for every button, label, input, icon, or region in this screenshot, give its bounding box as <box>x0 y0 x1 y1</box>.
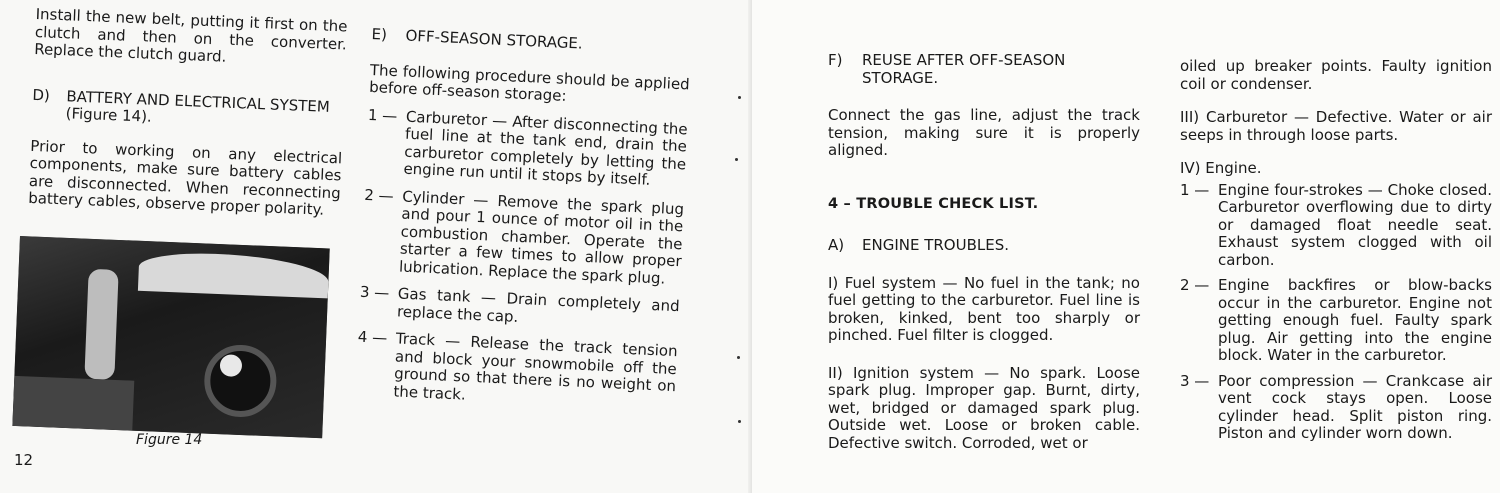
section-a-title: ENGINE TROUBLES. <box>862 236 1009 254</box>
section-f-title: REUSE AFTER OFF-SEASON STORAGE. <box>862 51 1066 87</box>
item-text: Poor compression — Crankcase air vent cock stays open. Loose cylinder head. Split piston ring. Piston and cylinder worn down. <box>1218 371 1492 442</box>
section-e-title: OFF-SEASON STORAGE. <box>405 26 584 53</box>
item-text: Engine four-strokes — Choke closed. Carburetor overflowing due to dirty or damaged float needle seat. Exhaust system clogged with oil carbon. <box>1218 180 1492 269</box>
page-number: 12 <box>14 451 34 469</box>
storage-item-3 <box>359 284 680 333</box>
item-number: 3 — <box>359 282 390 303</box>
ignition-system-text: II) Ignition system — No spark. Loose spark plug. Improper gap. Burnt, dirty, wet, bridged or damaged spark plug. Outside wet. Loose or broken cable. Defective switch. Corroded, wet or <box>828 363 1140 452</box>
storage-intro: The following procedure should be applied before off-season storage: <box>368 60 691 105</box>
item-text: Carburetor — After disconnecting the fuel line at the tank end, drain the carburetor completely by letting the engine run until it stops by itself. <box>403 107 689 189</box>
left-column-2 <box>355 26 692 413</box>
storage-item-1 <box>365 106 688 190</box>
item-text: Gas tank — Drain completely and replace the cap. <box>396 284 681 326</box>
section-a-heading <box>828 237 1140 255</box>
storage-item-2 <box>361 186 685 288</box>
item-number: 3 — <box>1180 371 1210 390</box>
section-e-heading <box>371 26 691 58</box>
figure-caption: Figure 14 <box>136 432 203 448</box>
section-f-text: Connect the gas line, adjust the track tension, making sure it is properly aligned. <box>828 106 1140 159</box>
item-text: Cylinder — Remove the spark plug and pour 1 ounce of motor oil in the combustion chamber. Operate the starter a few times to allow proper lubrication. Replace the spark plug. <box>398 187 685 288</box>
page-speck <box>735 158 738 161</box>
section-f-heading <box>828 52 1140 87</box>
chapter-title: 4 – TROUBLE CHECK LIST. <box>828 195 1039 212</box>
left-column-1 <box>28 6 348 220</box>
page-speck <box>738 96 741 99</box>
right-column-2 <box>1180 58 1492 443</box>
section-d-heading <box>31 86 344 133</box>
item-number: 1 — <box>367 105 398 125</box>
item-number: 2 — <box>363 185 395 205</box>
item-number: 4 — <box>357 327 388 348</box>
section-d-label: D) <box>32 85 51 105</box>
item-number: 2 — <box>1180 276 1210 294</box>
item-text: Track — Release the track tension and block your snowmobile off the ground so that there is no weight on the track. <box>393 329 678 404</box>
item-number: 1 — <box>1180 180 1210 199</box>
photo-battery-cells <box>84 269 118 380</box>
photo-base <box>12 376 134 431</box>
ignition-continuation: oiled up breaker points. Faulty ignition coil or condenser. <box>1180 57 1492 93</box>
engine-item-3 <box>1180 373 1492 443</box>
belt-instructions: Install the new belt, putting it first on the clutch and then on the converter. Replace the clutch guard. <box>33 5 348 66</box>
fuel-system-text: I) Fuel system — No fuel in the tank; no fuel getting to the carburetor. Fuel line is broken, kinked, bent too sharply or pinched. Fuel filter is clogged. <box>828 273 1140 344</box>
item-text: Engine backfires or blow-backs occur in the carburetor. Engine not getting enough fuel. Faulty spark plug. Air getting into the engine block. Water in the carburetor. <box>1218 276 1492 364</box>
right-column-1 <box>828 52 1140 452</box>
section-e-label: E) <box>371 25 388 44</box>
engine-heading: IV) Engine. <box>1180 159 1262 177</box>
section-d-text: Prior to working on any electrical components, make sure battery cables are disconnected. When reconnecting battery cables, observe proper polarity. <box>27 136 343 219</box>
engine-item-1 <box>1180 182 1492 270</box>
section-f-label: F) <box>828 51 843 69</box>
storage-item-4 <box>355 329 678 413</box>
carburetor-text: III) Carburetor — Defective. Water or air seeps in through loose parts. <box>1180 108 1492 144</box>
section-a-label: A) <box>828 236 845 254</box>
engine-item-2 <box>1180 277 1492 365</box>
right-page <box>752 0 1500 493</box>
figure-14-photo <box>12 236 329 438</box>
section-d-title: BATTERY AND ELECTRICAL SYSTEM (Figure 14). <box>65 86 331 126</box>
page-speck <box>738 420 741 423</box>
page-speck <box>737 356 740 359</box>
